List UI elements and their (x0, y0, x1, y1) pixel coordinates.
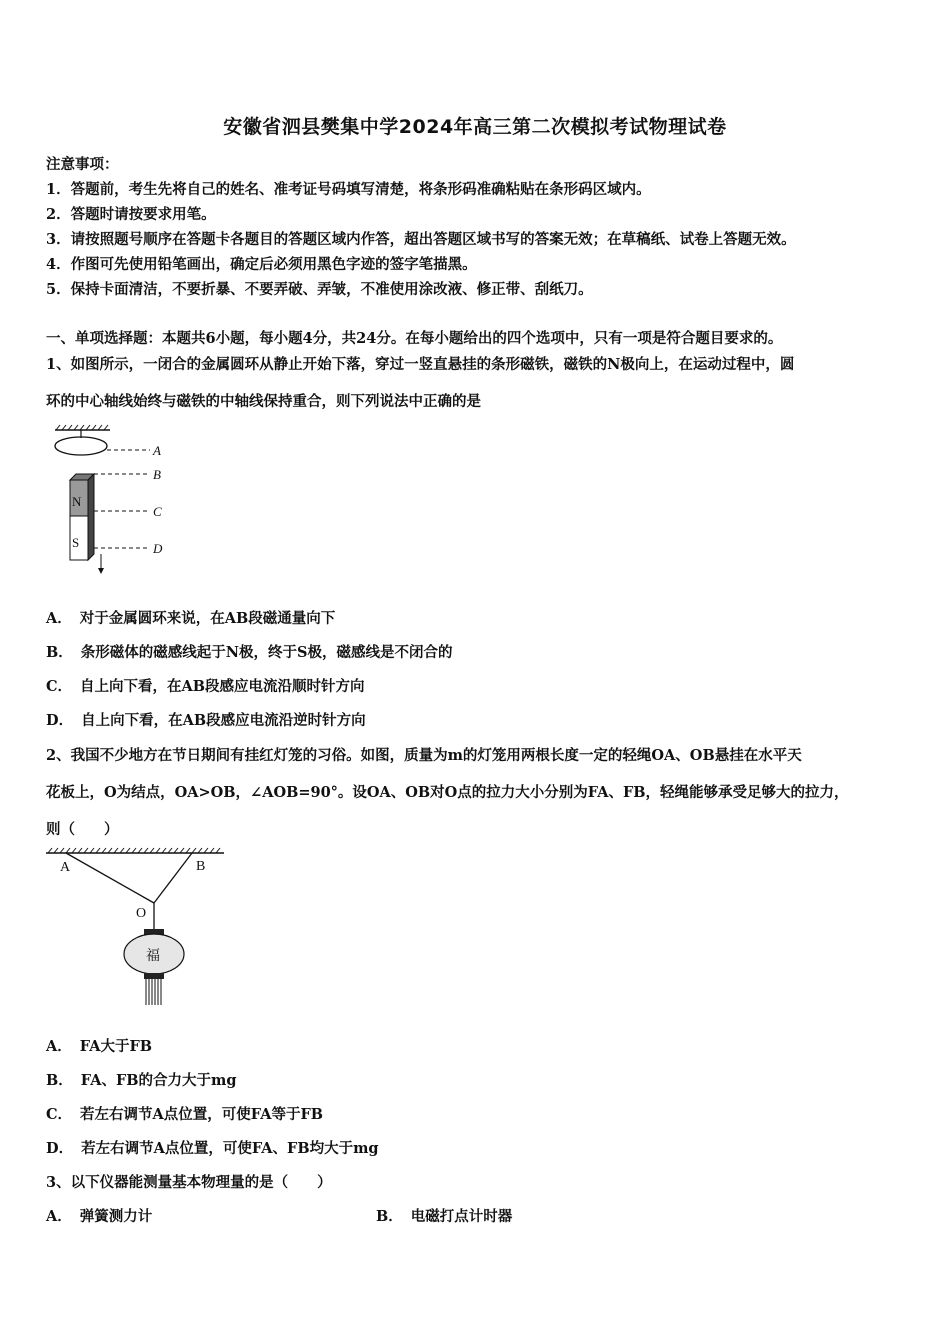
pole-n-label: N (72, 494, 82, 509)
q2-stem-line3: 则（ ） (46, 821, 119, 838)
q2-option-b[interactable]: B． FA、FB的合力大于mg (46, 1072, 237, 1089)
notice-heading: 注意事项： (46, 156, 119, 173)
notice-item: 4．作图可先使用铅笔画出，确定后必须用黑色字迹的签字笔描黑。 (46, 256, 477, 273)
q1-stem-line1: 1、如图所示，一闭合的金属圆环从静止开始下落，穿过一竖直悬挂的条形磁铁，磁铁的N极向上，在运动过程中，圆 (46, 356, 795, 373)
point-d-label: D (153, 541, 163, 556)
pole-s-label: S (72, 535, 80, 550)
q1-magnet-figure (50, 422, 180, 582)
q3-option-b[interactable]: B． 电磁打点计时器 (376, 1208, 513, 1225)
q3-stem: 3、以下仪器能测量基本物理量的是（ ） (46, 1174, 332, 1191)
q1-option-c[interactable]: C． 自上向下看，在AB段感应电流沿顺时针方向 (46, 678, 365, 695)
q2-stem-line1: 2、我国不少地方在节日期间有挂红灯笼的习俗。如图，质量为m的灯笼用两根长度一定的轻绳OA、OB悬挂在水平天 (46, 747, 802, 764)
q1-stem-line2: 环的中心轴线始终与磁铁的中轴线保持重合，则下列说法中正确的是 (46, 393, 481, 410)
point-b-label: B (153, 467, 161, 482)
point-b-label: B (196, 859, 206, 874)
point-a-label: A (60, 860, 71, 875)
point-c-label: C (153, 504, 162, 519)
q3-option-a[interactable]: A． 弹簧测力计 (46, 1208, 153, 1225)
q2-lantern-figure (44, 843, 229, 1008)
q2-option-a[interactable]: A． FA大于FB (46, 1038, 153, 1055)
q2-option-d[interactable]: D． 若左右调节A点位置，可使FA、FB均大于mg (46, 1140, 379, 1157)
section-heading: 一、单项选择题：本题共6小题，每小题4分，共24分。在每小题给出的四个选项中，只有一项是符合题目要求的。 (46, 330, 783, 347)
metal-ring (55, 437, 107, 455)
lantern-char: 福 (146, 948, 160, 964)
q2-stem-line2: 花板上，O为结点，OA>OB，∠AOB=90°。设OA、OB对O点的拉力大小分别为FA、FB，轻绳能够承受足够大的拉力， (46, 784, 849, 801)
page-title: 安徽省泗县樊集中学2024年高三第二次模拟考试物理试卷 (223, 116, 727, 138)
notice-item: 1．答题前，考生先将自己的姓名、准考证号码填写清楚，将条形码准确粘贴在条形码区域内。 (46, 181, 651, 198)
notice-item: 2．答题时请按要求用笔。 (46, 206, 216, 223)
notice-item: 3．请按照题号顺序在答题卡各题目的答题区域内作答，超出答题区域书写的答案无效；在草稿纸、试卷上答题无效。 (46, 231, 796, 248)
q1-option-a[interactable]: A． 对于金属圆环来说，在AB段磁通量向下 (46, 610, 336, 627)
q2-option-c[interactable]: C． 若左右调节A点位置，可使FA等于FB (46, 1106, 324, 1123)
notice-item: 5．保持卡面清洁，不要折暴、不要弄破、弄皱，不准使用涂改液、修正带、刮纸刀。 (46, 281, 593, 298)
point-a-label: A (153, 443, 161, 458)
point-o-label: O (136, 906, 147, 921)
q1-option-b[interactable]: B． 条形磁体的磁感线起于N极，终于S极，磁感线是不闭合的 (46, 644, 453, 661)
q1-option-d[interactable]: D． 自上向下看，在AB段感应电流沿逆时针方向 (46, 712, 366, 729)
